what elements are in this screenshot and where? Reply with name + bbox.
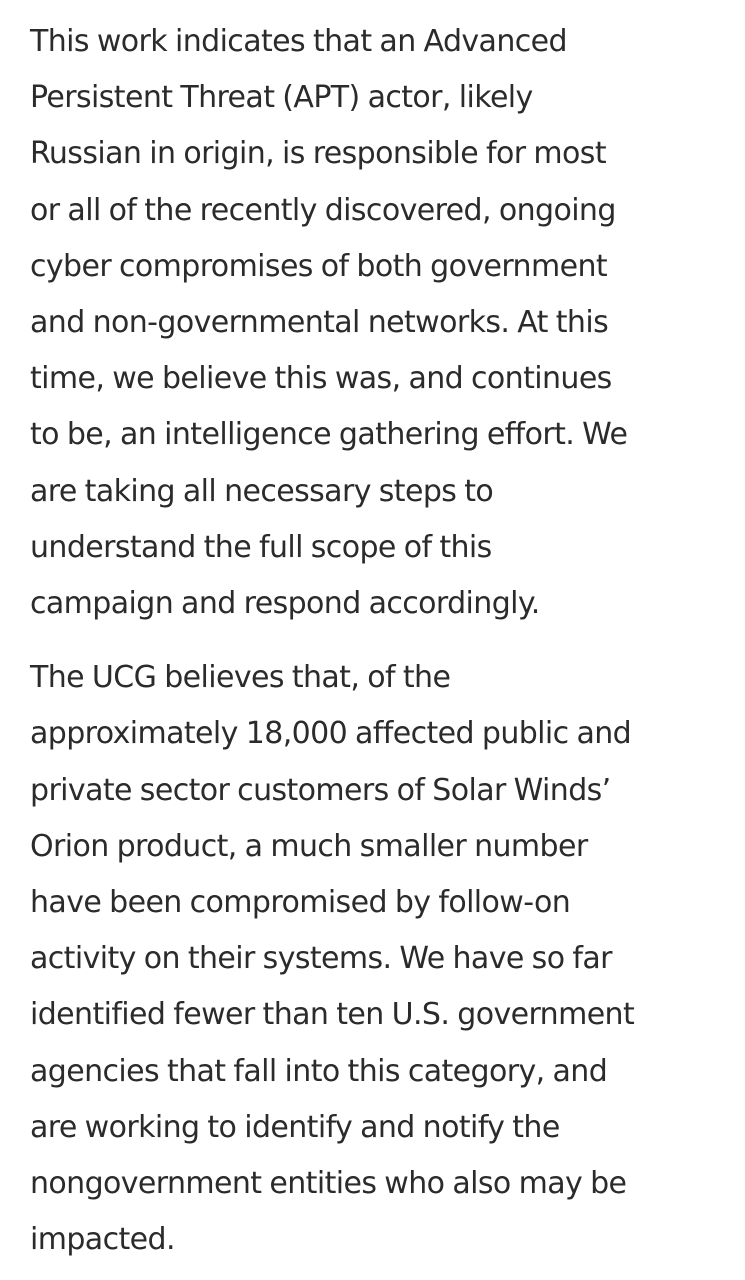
text-line: and non-governmental networks. At this — [30, 305, 609, 341]
text-line: have been compromised by follow-on — [30, 885, 571, 921]
text-line: Russian in origin, is responsible for most — [30, 136, 606, 172]
text-line: campaign and respond accordingly. — [30, 586, 540, 622]
paragraph-1 — [30, 14, 720, 632]
text-line: approximately 18,000 affected public and — [30, 716, 632, 752]
text-line: activity on their systems. We have so far — [30, 941, 612, 977]
text-line: or all of the recently discovered, ongoing — [30, 192, 616, 228]
text-line: agencies that fall into this category, and — [30, 1053, 608, 1089]
text-line: The UCG believes that, of the — [30, 660, 451, 696]
text-line: cyber compromises of both government — [30, 248, 608, 284]
text-line: identified fewer than ten U.S. government — [30, 997, 635, 1033]
text-line: are working to identify and notify the — [30, 1109, 560, 1145]
paragraph-2 — [30, 650, 720, 1268]
text-line: Orion product, a much smaller number — [30, 828, 588, 864]
text-line: understand the full scope of this — [30, 529, 492, 565]
text-line: impacted. — [30, 1222, 175, 1258]
text-line: Persistent Threat (APT) actor, likely — [30, 80, 533, 116]
text-line: are taking all necessary steps to — [30, 473, 494, 509]
text-line: time, we believe this was, and continues — [30, 361, 612, 397]
text-line: nongovernment entities who also may be — [30, 1166, 627, 1202]
text-line: private sector customers of Solar Winds’ — [30, 772, 611, 808]
text-line: to be, an intelligence gathering effort. We — [30, 417, 628, 453]
article-text — [30, 14, 720, 1268]
text-line: This work indicates that an Advanced — [30, 24, 567, 59]
